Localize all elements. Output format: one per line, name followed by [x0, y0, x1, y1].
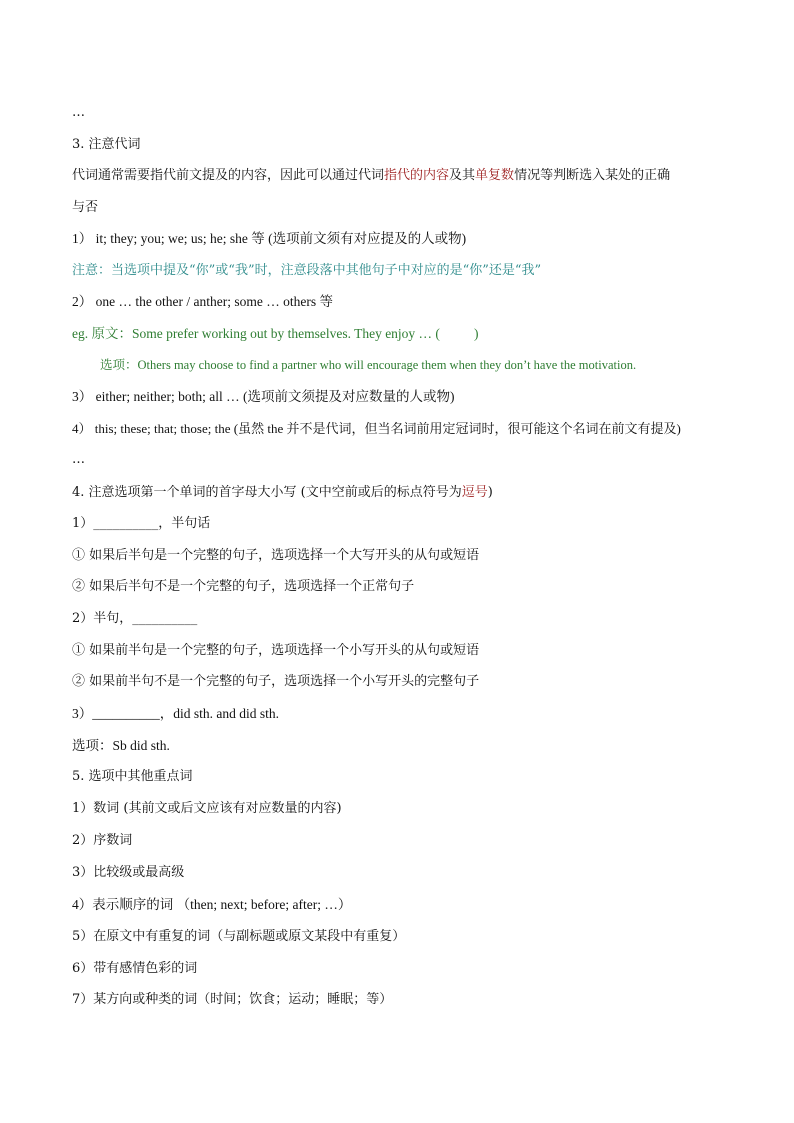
keyword-item-5: 5）在原文中有重复的词（与副标题或原文某段中有重复）: [72, 929, 406, 944]
keyword-item-6: 6）带有感情色彩的词: [72, 961, 198, 976]
list-item-4: 4） this; these; that; those; the (虽然 the 并不是代词，但当名词前用定冠词时，很可能这个名词在前文有提及): [72, 421, 681, 436]
case-1-rule-b: ② 如果后半句不是一个完整的句子，选项选择一个正常句子: [72, 579, 415, 594]
highlight-number: 单复数: [475, 168, 515, 183]
note-line: 注意：当选项中提及“你”或“我”时，注意段落中其他句子中对应的是“你”还是“我”: [72, 263, 542, 278]
pronoun-intro-paragraph-cont: 与否: [72, 200, 99, 215]
example-original-text: eg. 原文：Some prefer working out by themselves. They enjoy … ( ): [72, 326, 479, 341]
pronoun-intro-paragraph: 代词通常需要指代前文提及的内容，因此可以通过代词指代的内容及其单复数情况等判断选入某处的正确: [72, 168, 671, 183]
section-heading-4: 4. 注意选项第一个单词的首字母大小写 (文中空前或后的标点符号为逗号): [72, 485, 493, 500]
ellipsis-line-2: …: [72, 452, 85, 467]
highlight-referent: 指代的内容: [384, 168, 450, 183]
section-heading-5: 5. 选项中其他重点词: [72, 769, 193, 784]
keyword-item-7: 7）某方向或种类的词（时间；饮食；运动；睡眠；等）: [72, 992, 393, 1007]
keyword-item-2: 2）序数词: [72, 833, 133, 848]
case-2-rule-b: ② 如果前半句不是一个完整的句子，选项选择一个小写开头的完整句子: [72, 674, 480, 689]
list-item-1: 1） it; they; you; we; us; he; she 等 (选项前文须有对应提及的人或物): [72, 231, 467, 246]
case-2-heading: 2）半句，__________: [72, 611, 198, 626]
case-3-option: 选项：Sb did sth.: [72, 738, 170, 753]
section-heading-3: 3. 注意代词: [72, 137, 141, 152]
ellipsis-line: …: [72, 105, 85, 120]
case-1-heading: 1）__________，半句话: [72, 516, 211, 531]
example-option-text: 选项：Others may choose to find a partner who will encourage them when they don’t have the motivation.: [100, 358, 637, 372]
keyword-item-1: 1）数词 (其前文或后文应该有对应数量的内容): [72, 801, 342, 816]
case-1-rule-a: ① 如果后半句是一个完整的句子，选项选择一个大写开头的从句或短语: [72, 548, 480, 563]
keyword-item-3: 3）比较级或最高级: [72, 865, 185, 880]
case-2-rule-a: ① 如果前半句是一个完整的句子，选项选择一个小写开头的从句或短语: [72, 643, 480, 658]
highlight-comma: 逗号: [461, 485, 488, 500]
keyword-item-4: 4）表示顺序的词 （then; next; before; after; …）: [72, 897, 352, 912]
case-3-heading: 3）__________，did sth. and did sth.: [72, 706, 280, 721]
list-item-3: 3） either; neither; both; all … (选项前文须提及对应数量的人或物): [72, 389, 455, 404]
list-item-2: 2） one … the other / anther; some … others 等: [72, 294, 333, 309]
